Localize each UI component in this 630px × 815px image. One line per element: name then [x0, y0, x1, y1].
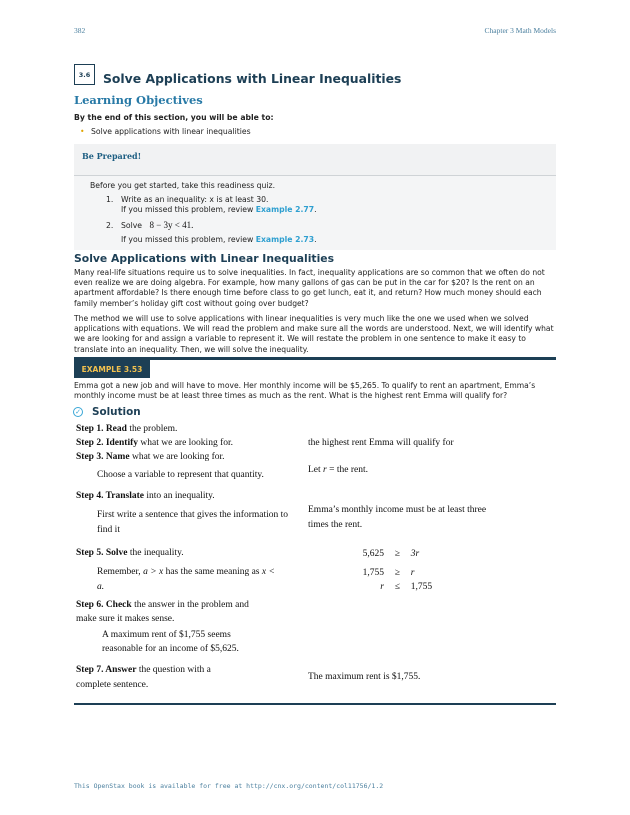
- math-right: 3r: [410, 549, 420, 559]
- math-left: r: [380, 582, 384, 592]
- paragraph-2: The method we will use to solve applications with linear inequalities is very much like the one we used when we solved applications with equations. We will read the problem and make sure all the words are understood. Next, we will identify what we are looking for and assign a variable to represent it. We will restate the problem in one sentence to make it easy to translate into an inequality. Then, we will solve the inequality.: [74, 314, 554, 354]
- example-bottom-rule: [74, 703, 556, 705]
- step-7-result: The maximum rent is $1,755.: [308, 672, 421, 682]
- quiz-q1-number: 1.: [106, 195, 114, 204]
- step-6-note: A maximum rent of $1,755 seems reasonable for an income of $5,625.: [102, 630, 239, 654]
- step-3-result: [308, 464, 368, 476]
- quiz-q1-review: If you missed this problem, review Example 2.77.: [121, 205, 317, 214]
- subsection-title: Solve Applications with Linear Inequalities: [74, 252, 335, 265]
- example-link-2-73[interactable]: Example 2.73: [255, 235, 315, 244]
- math-op: ≥: [394, 549, 400, 559]
- inequality-a-gt-x: a > x: [143, 567, 164, 577]
- quiz-q2-text: [121, 221, 193, 230]
- step-2-result: the highest rent Emma will qualify for: [308, 438, 454, 448]
- example-problem: Emma got a new job and will have to move. Her monthly income will be $5,265. To qualify to rent an apartment, Emma’s monthly income must be at least three times as much as the rent. What is the highest rent Emma will qualify for?: [74, 381, 536, 401]
- step-text: what we are looking for.: [138, 438, 234, 448]
- math-line-1: [350, 549, 430, 559]
- quiz-q2-number: 2.: [106, 221, 114, 230]
- step-label: Step 2. Identify: [76, 438, 139, 448]
- step-label: Step 3. Name: [76, 452, 130, 462]
- review-text: If you missed this problem, review: [121, 205, 254, 214]
- bullet-icon: •: [80, 127, 85, 136]
- quiz-intro: Before you get started, take this readiness quiz.: [90, 181, 276, 190]
- math-right: r: [410, 568, 415, 578]
- math-op: ≥: [394, 568, 400, 578]
- variable-r: r: [323, 465, 327, 475]
- step-text: the question with a complete sentence.: [76, 665, 211, 690]
- rent-text: = the rent.: [329, 465, 368, 475]
- solve-text: Solve: [121, 221, 142, 230]
- example-link-2-77[interactable]: Example 2.77: [255, 205, 315, 214]
- same-meaning-text: has the same meaning as: [165, 567, 260, 577]
- learning-objectives-heading: Learning Objectives: [74, 93, 203, 107]
- step-text: what we are looking for.: [129, 452, 225, 462]
- step-text: the answer in the problem and make sure it makes sense.: [76, 600, 249, 624]
- objectives-intro: By the end of this section, you will be able to:: [74, 113, 274, 122]
- math-line-3: [350, 582, 440, 592]
- section-title: Solve Applications with Linear Inequalities: [103, 71, 402, 86]
- step-text: into an inequality.: [144, 491, 215, 501]
- step-4: [76, 490, 215, 502]
- step-2: [76, 437, 233, 449]
- remember-text: Remember,: [97, 567, 141, 577]
- step-label: Step 7. Answer: [76, 665, 137, 675]
- step-5-note: [97, 565, 282, 595]
- math-right: 1,755: [410, 582, 433, 592]
- step-3-note: Choose a variable to represent that quantity.: [97, 470, 264, 480]
- be-prepared-header: [74, 144, 556, 176]
- step-text: the problem.: [126, 424, 178, 434]
- step-1: [76, 423, 177, 435]
- running-header: Chapter 3 Math Models: [484, 26, 556, 35]
- step-3: [76, 451, 225, 463]
- let-text: Let: [308, 465, 321, 475]
- solution-heading: Solution: [92, 406, 141, 418]
- step-7: [76, 663, 246, 693]
- math-left: 5,625: [362, 549, 384, 559]
- example-label: EXAMPLE 3.53: [74, 360, 150, 378]
- step-5: [76, 547, 184, 559]
- math-op: ≤: [394, 582, 400, 592]
- step-4-result: Emma’s monthly income must be at least three times the rent.: [308, 505, 487, 530]
- step-label: Step 1. Read: [76, 424, 127, 434]
- math-left: 1,755: [362, 568, 384, 578]
- step-label: Step 5. Solve: [76, 548, 128, 558]
- review-text: If you missed this problem, review: [121, 235, 254, 244]
- objective-text: Solve applications with linear inequalities: [91, 127, 251, 136]
- step-4-note: First write a sentence that gives the information to find it: [97, 510, 289, 535]
- objective-item: [80, 127, 251, 136]
- footer-note: This OpenStax book is available for free at http://cnx.org/content/col11756/1.2: [74, 782, 384, 790]
- step-text: the inequality.: [127, 548, 184, 558]
- be-prepared-title: Be Prepared!: [82, 151, 142, 161]
- q2-inequality: 8 − 3y < 41.: [149, 220, 194, 230]
- step-label: Step 4. Translate: [76, 491, 144, 501]
- page-number: 382: [74, 26, 86, 35]
- quiz-q1-text: Write as an inequality: x is at least 30.: [121, 195, 269, 204]
- inequality-x-lt-a: x < a.: [97, 567, 275, 592]
- section-number-badge: 3.6: [74, 64, 95, 85]
- math-line-2: [350, 568, 430, 578]
- paragraph-1: Many real-life situations require us to solve inequalities. In fact, inequality applications are so common that we often do not even realize we are doing algebra. For example, how many gallons of gas can be put in the car for $20? Is the rent on an apartment affordable? Is there enough time before class to go get lunch, eat it, and return? How much money should each family member’s holiday gift cost without going over budget?: [74, 268, 545, 308]
- step-6: [76, 598, 266, 626]
- check-circle-icon: ✓: [73, 407, 83, 417]
- quiz-q2-review: If you missed this problem, review Example 2.73.: [121, 235, 317, 244]
- step-label: Step 6. Check: [76, 600, 132, 610]
